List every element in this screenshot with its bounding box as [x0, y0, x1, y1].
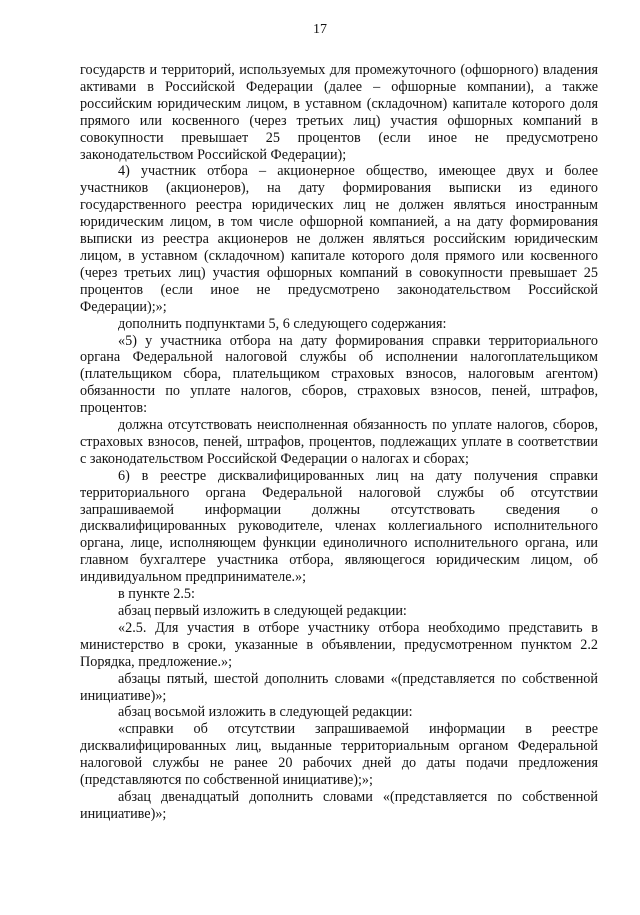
paragraph-2-5-text: «2.5. Для участия в отборе участнику отбора необходимо представить в министерство в сроки, указанные в объявлении, предусмотренном пунктом 2.2 Порядка, предложение.»; — [80, 619, 598, 670]
paragraph-item-4: 4) участник отбора – акционерное общество, имеющее двух и более участников (акционеров), на дату формирования выписки из единого государственного реестра юридических лиц не должен являться иностранным юридическим лицом, в том числе офшорной компанией, а на дату формирования выписки из реестра акционеров не должен являться российским юридическим лицом, в уставном (складочном) капитале которого доля прямого или косвенного (через третьих лиц) участия офшорных компаний в совокупности превышает 25 процентов (если иное не предусмотрено законодательством Российской Федерации);»; — [80, 163, 598, 315]
paragraph-clause-2-5: в пункте 2.5: — [118, 586, 195, 603]
paragraph-item-5-requirement: должна отсутствовать неисполненная обязанность по уплате налогов, сборов, страховых взносов, пеней, штрафов, процентов, подлежащих уплате в соответствии с законодательством Российской Федерации о налогах и сборах; — [80, 417, 598, 467]
page-number: 17 — [313, 22, 327, 37]
paragraph-continuation: государств и территорий, используемых для промежуточного (офшорного) владения активами в Российской Федерации (далее – офшорные компании), а также российским юридическим лицом, в уставном (складочном) капитале которого доля прямого или косвенного (через третьих лиц) участия офшорных компаний в совокупности превышает 25 процентов (если иное не предусмотрено законодательством Российской Федерации); — [80, 62, 598, 163]
paragraph-eighth-abzac: абзац восьмой изложить в следующей редакции: — [118, 704, 413, 721]
paragraph-twelfth-abzac: абзац двенадцатый дополнить словами «(представляется по собственной инициативе)»; — [80, 788, 598, 822]
paragraph-fifth-sixth-abzac: абзацы пятый, шестой дополнить словами «(представляется по собственной инициативе)»; — [80, 670, 598, 704]
document-body — [80, 62, 598, 823]
paragraph-item-5: «5) у участника отбора на дату формирования справки территориального органа Федеральной налоговой службы об исполнении налогоплательщиком (плательщиком сбора, плательщиком страховых взносов, налоговым агентом) обязанности по уплате налогов, сборов, страховых взносов, пеней, штрафов, процентов: — [80, 332, 598, 417]
paragraph-eighth-abzac-text: «справки об отсутствии запрашиваемой информации в реестре дисквалифицированных лиц, выданные территориальным органом Федеральной налоговой службы не ранее 20 рабочих дней до даты подачи предложения (представляются по собственной инициативе);»; — [80, 721, 598, 789]
paragraph-amend-subitems: дополнить подпунктами 5, 6 следующего содержания: — [118, 315, 447, 332]
paragraph-item-6: 6) в реестре дисквалифицированных лиц на дату получения справки территориального органа Федеральной налоговой службы об отсутствии запрашиваемой информации должны отсутствовать сведения о дисквалифицированных руководителе, членах коллегиального исполнительного органа, лице, исполняющем функции единоличного исполнительного органа, или главном бухгалтере участника отбора, являющегося юридическим лицом, об индивидуальном предпринимателе.»; — [80, 467, 598, 586]
paragraph-first-abzac: абзац первый изложить в следующей редакции: — [118, 603, 407, 619]
